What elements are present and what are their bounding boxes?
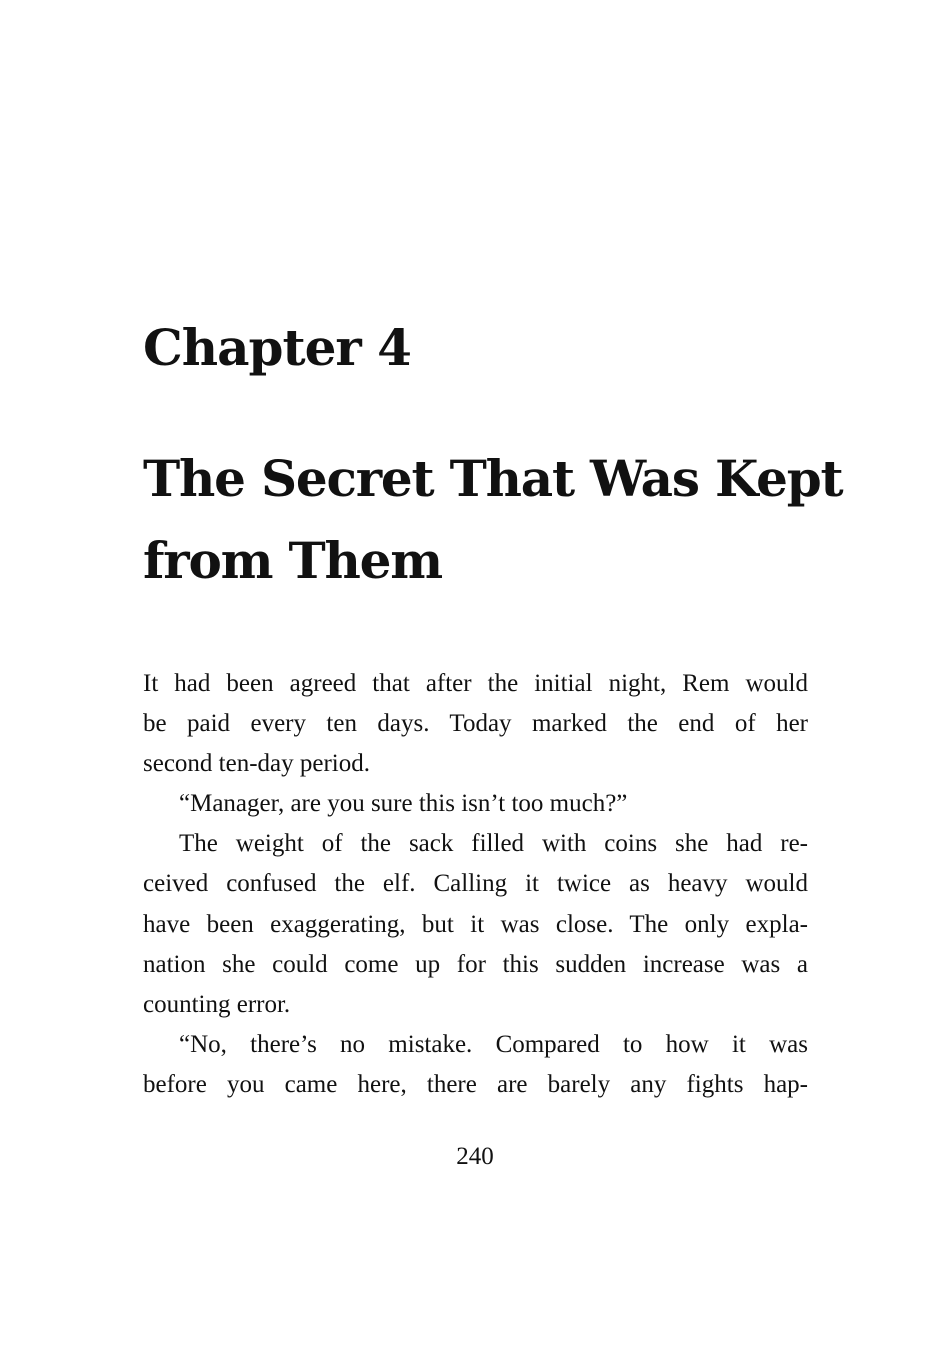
body-line: “Manager, are you sure this isn’t too much?” [179, 790, 628, 818]
body-line: before you came here, there are barely any fights hap- [143, 1070, 808, 1098]
body-line: “No, there’s no mistake. Compared to how it was [179, 1030, 808, 1058]
body-text [143, 664, 808, 1105]
page-number: 240 [456, 1143, 494, 1170]
chapter-title-line-2: from Them [143, 531, 442, 590]
chapter-title [143, 438, 843, 602]
body-line: nation she could come up for this sudden increase was a [143, 950, 808, 978]
body-line: The weight of the sack filled with coins she had re- [179, 830, 808, 858]
body-line: ceived confused the elf. Calling it twice as heavy would [143, 870, 808, 898]
body-line: be paid every ten days. Today marked the end of her [143, 710, 808, 738]
body-line: have been exaggerating, but it was close. The only expla- [143, 910, 808, 938]
chapter-title-line-1: The Secret That Was Kept [143, 449, 843, 508]
body-line: It had been agreed that after the initial night, Rem would [143, 670, 808, 697]
chapter-label: Chapter 4 [143, 318, 411, 377]
body-line: counting error. [143, 990, 291, 1018]
body-line: second ten-day period. [143, 750, 371, 778]
